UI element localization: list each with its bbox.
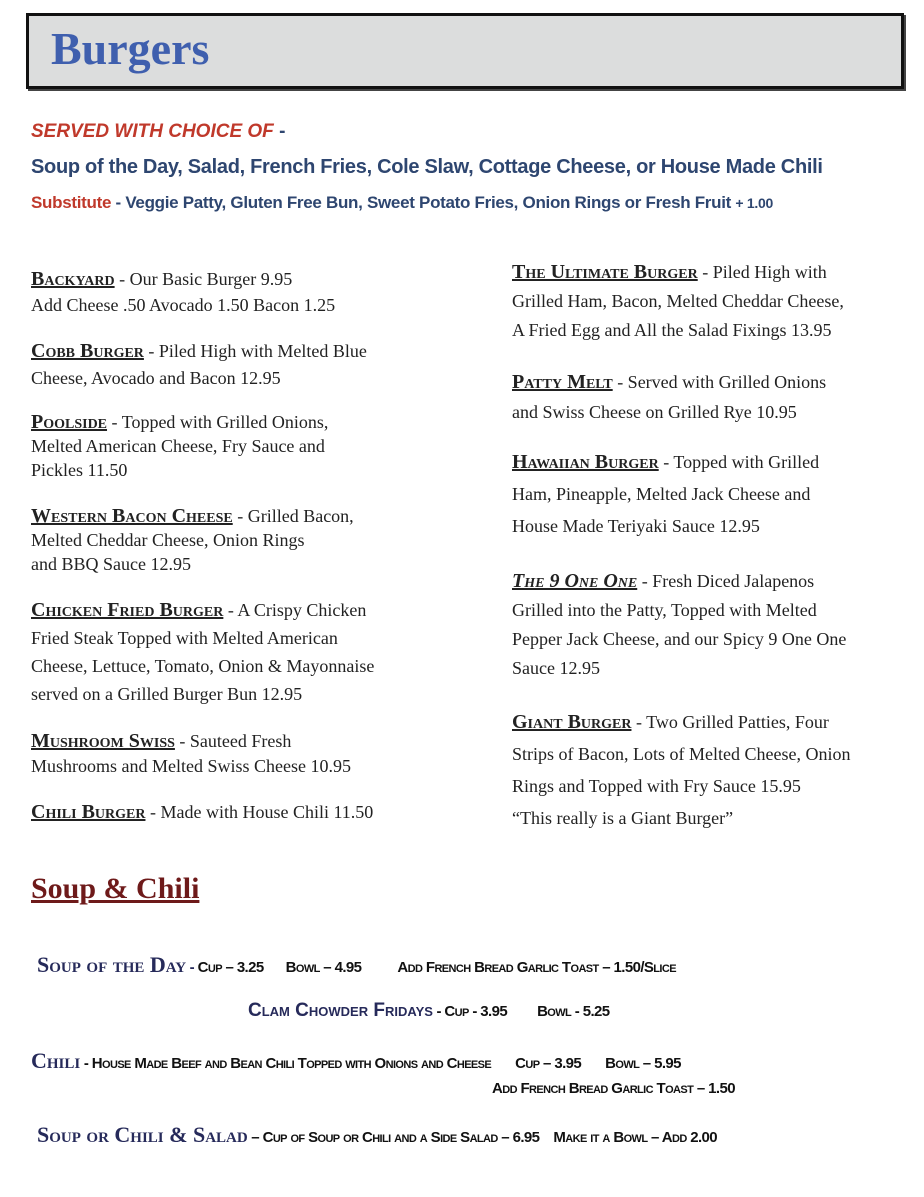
substitute-label: Substitute (31, 193, 112, 212)
item-name: Western Bacon Cheese (31, 505, 233, 527)
menu-item (31, 729, 351, 779)
item-desc: - Topped with Grilled Ham, Pineapple, Melted Jack Cheese and House Made Teriyaki Sauce 12.95 (512, 452, 820, 536)
clam-cup: - Cup - 3.95 (432, 1003, 508, 1020)
side-choices: Soup of the Day, Salad, French Fries, Cole Slaw, Cottage Cheese, or House Made Chili (31, 156, 823, 178)
menu-item (31, 596, 374, 708)
substitute-price: + 1.00 (735, 195, 773, 211)
item-name: The Ultimate Burger (512, 261, 698, 283)
chili-cup: Cup – 3.95 (515, 1055, 582, 1072)
item-desc: - Topped with Grilled Onions, Melted American Cheese, Fry Sauce and Pickles 11.50 (31, 412, 329, 480)
menu-item (512, 446, 819, 542)
substitute-text: - Veggie Patty, Gluten Free Bun, Sweet Potato Fries, Onion Rings or Fresh Fruit (111, 193, 736, 212)
chili-bowl: Bowl – 5.95 (605, 1055, 681, 1072)
item-desc: - Piled High with Melted Blue Cheese, Avocado and Bacon 12.95 (31, 341, 367, 388)
item-name: Backyard (31, 268, 115, 290)
soup-chili-heading: Soup & Chili (31, 872, 200, 905)
menu-item (512, 258, 844, 345)
clam-name: Clam Chowder Fridays (248, 1000, 433, 1021)
item-desc: - Sauteed Fresh Mushrooms and Melted Swiss Cheese 10.95 (31, 731, 351, 776)
item-name: Poolside (31, 411, 108, 433)
item-name: Patty Melt (512, 371, 613, 393)
menu-item (31, 799, 373, 825)
chili-toast: Add French Bread Garlic Toast – 1.50 (492, 1080, 735, 1097)
menu-item (31, 504, 354, 576)
item-name: Mushroom Swiss (31, 730, 175, 752)
soup-day-toast: Add French Bread Garlic Toast – 1.50/Slice (397, 959, 676, 976)
item-desc: - Our Basic Burger 9.95 Add Cheese .50 Avocado 1.50 Bacon 1.25 (31, 269, 336, 315)
item-name: Cobb Burger (31, 340, 144, 362)
served-label: SERVED WITH CHOICE OF (31, 121, 274, 142)
soup-day-name: Soup of the Day (37, 952, 187, 977)
menu-item (512, 706, 850, 834)
soup-day-bowl: Bowl – 4.95 (285, 959, 362, 976)
combo-desc: – Cup of Soup or Chili and a Side Salad – 6.95 (247, 1129, 540, 1146)
item-desc: - Piled High with Grilled Ham, Bacon, Melted Cheddar Cheese, A Fried Egg and All the Salad Fixings 13.95 (512, 262, 844, 340)
served-with-line (31, 121, 285, 143)
item-name: Giant Burger (512, 711, 632, 733)
item-name: Chili Burger (31, 801, 146, 823)
item-desc: - Two Grilled Patties, Four Strips of Bacon, Lots of Melted Cheese, Onion Rings and Topped with Fry Sauce 15.95 “This really is a Giant Burger” (512, 712, 851, 828)
item-desc: - Made with House Chili 11.50 (145, 802, 374, 822)
clam-chowder-row (248, 1000, 610, 1022)
soup-day-dash: - (186, 959, 198, 976)
item-desc: - Fresh Diced Jalapenos Grilled into the Patty, Topped with Melted Pepper Jack Cheese, and our Spicy 9 One One Sauce 12.95 (512, 571, 847, 678)
soup-of-the-day-row (37, 952, 676, 978)
combo-bowl: Make it a Bowl – Add 2.00 (553, 1129, 718, 1146)
item-name: The 9 One One (512, 570, 638, 592)
menu-item (31, 266, 335, 318)
chili-row (31, 1048, 681, 1074)
menu-item (512, 367, 826, 427)
menu-item (512, 567, 846, 683)
item-desc: - Served with Grilled Onions and Swiss Cheese on Grilled Rye 10.95 (512, 372, 827, 422)
item-name: Hawaiian Burger (512, 451, 659, 473)
chili-name: Chili (31, 1048, 81, 1073)
clam-bowl: Bowl - 5.25 (537, 1003, 610, 1020)
chili-desc: - House Made Beef and Bean Chili Topped with Onions and Cheese (80, 1055, 492, 1072)
substitute-line (31, 193, 773, 213)
item-desc: - Grilled Bacon, Melted Cheddar Cheese, Onion Rings and BBQ Sauce 12.95 (31, 506, 354, 574)
burgers-header (26, 13, 904, 89)
item-desc: - A Crispy Chicken Fried Steak Topped with Melted American Cheese, Lettuce, Tomato, Onion & Mayonnaise served on a Grilled Burger Bun 12.95 (31, 600, 375, 704)
menu-item (31, 338, 367, 392)
soup-salad-row (37, 1122, 717, 1148)
item-name: Chicken Fried Burger (31, 599, 224, 621)
soup-day-cup: Cup – 3.25 (197, 959, 264, 976)
menu-item (31, 410, 328, 482)
served-dash: - (273, 121, 286, 142)
page-title: Burgers (51, 23, 210, 74)
combo-name: Soup or Chili & Salad (37, 1122, 248, 1147)
